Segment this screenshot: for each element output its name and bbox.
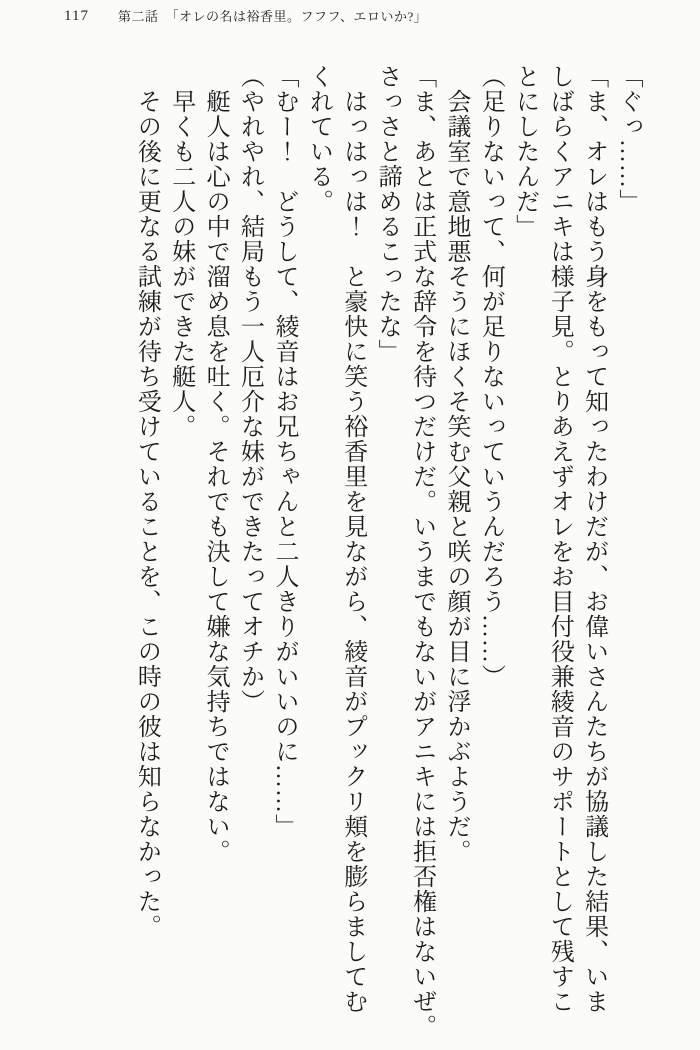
chapter-title: 第二話 「オレの名は裕香里。フフフ、エロいか?」 [118,9,428,24]
text-line: 「ぐっ……」 [615,64,641,214]
text-line: 「ま、オレはもう身をもって知ったわけだが、お偉いさんたちが協議した結果、いま [580,64,607,1014]
text-line: 会議室で意地悪そうにほくそ笑む父親と咲の顔が目に浮かぶようだ。 [442,64,469,864]
text-line: 「むー！ どうして、綾音はお兄ちゃんと二人きりがいいのに……」 [270,64,297,839]
text-line: その後に更なる試練が待ち受けていることを、この時の彼は知らなかった。 [133,64,160,939]
text-line: （足りないって、何が足りないっていうんだろう……） [477,64,504,689]
body-text [129,64,645,1044]
text-line: しばらくアニキは様子見。とりあえずオレをお目付役兼綾音のサポートとして残すこ [546,64,573,1014]
text-line: 「ま、あとは正式な辞令を待つだけだ。いうまでもないがアニキには拒否権はないぜ。 [408,64,435,1039]
text-line: くれている。 [305,64,332,214]
text-line: 艇人は心の中で溜め息を吐く。それでも決して嫌な気持ちではない。 [202,64,229,864]
text-line: （やれやれ、結局もう一人厄介な妹ができたってオチか） [236,64,263,714]
text-line: さっさと諦めるこったな」 [374,64,401,364]
page-number: 117 [64,8,89,24]
text-line: 早くも二人の妹ができた艇人。 [167,64,194,439]
text-line: はっはっは！ と豪快に笑う裕香里を見ながら、綾音がプックリ頬を膨らましてむ [339,64,366,1014]
text-line: とにしたんだ」 [511,64,538,239]
